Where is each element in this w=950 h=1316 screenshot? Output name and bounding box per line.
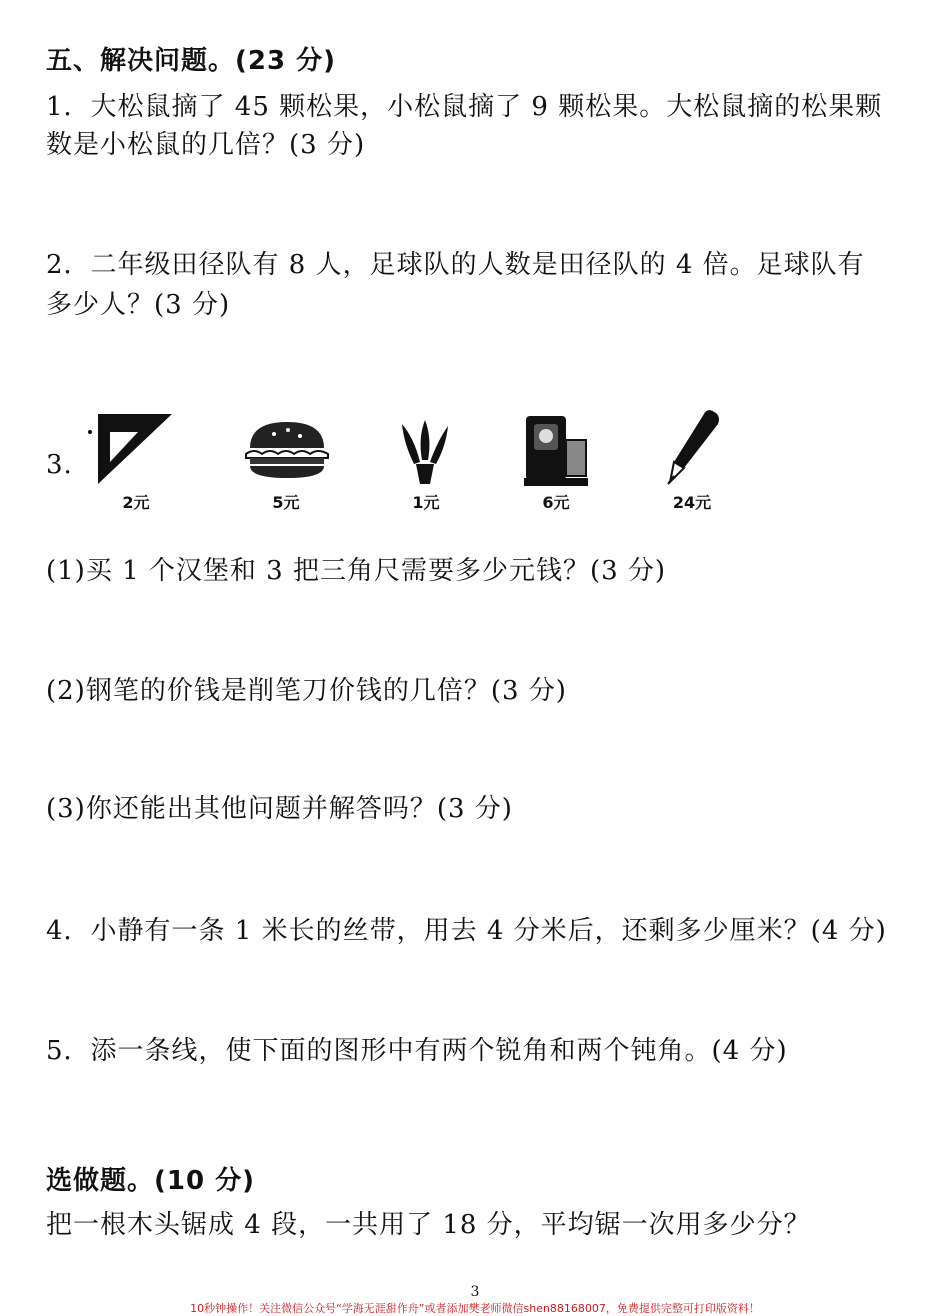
question-3-label: 3. [46, 450, 73, 480]
hamburger-icon [244, 418, 330, 482]
question-4: 4．小静有一条 1 米长的丝带，用去 4 分米后，还剩多少厘米？(4 分) [46, 916, 887, 946]
question-5: 5．添一条线，使下面的图形中有两个锐角和两个钝角。(4 分) [46, 1036, 788, 1066]
question-1-line-2: 数是小松鼠的几倍？(3 分) [46, 130, 366, 160]
price-hamburger: 5元 [272, 493, 300, 512]
optional-heading: 选做题。(10 分) [46, 1166, 255, 1196]
pencil-sharpener-icon [522, 410, 592, 488]
question-2-line-1: 2．二年级田径队有 8 人，足球队的人数是田径队的 4 倍。足球队有 [46, 250, 865, 280]
question-3-sub-2: (2)钢笔的价钱是削笔刀价钱的几倍？(3 分) [46, 676, 567, 706]
corn-icon [398, 414, 452, 486]
page-number: 3 [470, 1284, 480, 1300]
fountain-pen-icon [660, 406, 724, 486]
triangle-ruler-icon [88, 410, 174, 486]
price-triangle-ruler: 2元 [122, 493, 150, 512]
footer-watermark: 10秒钟操作！关注微信公众号“学海无涯甜作舟”或者添加樊老师微信shen88168007，免费提供完整可打印版资料！ [190, 1302, 760, 1315]
question-3-sub-1: (1)买 1 个汉堡和 3 把三角尺需要多少元钱？(3 分) [46, 556, 667, 586]
question-1-line-1: 1．大松鼠摘了 45 颗松果，小松鼠摘了 9 颗松果。大松鼠摘的松果颗 [46, 92, 883, 122]
price-corn: 1元 [412, 493, 440, 512]
question-3-sub-3: (3)你还能出其他问题并解答吗？(3 分) [46, 794, 513, 824]
question-2-line-2: 多少人？(3 分) [46, 290, 231, 320]
price-fountain-pen: 24元 [672, 493, 712, 512]
optional-question: 把一根木头锯成 4 段，一共用了 18 分，平均锯一次用多少分？ [46, 1210, 811, 1240]
section-heading: 五、解决问题。(23 分) [46, 46, 336, 76]
price-pencil-sharpener: 6元 [542, 493, 570, 512]
